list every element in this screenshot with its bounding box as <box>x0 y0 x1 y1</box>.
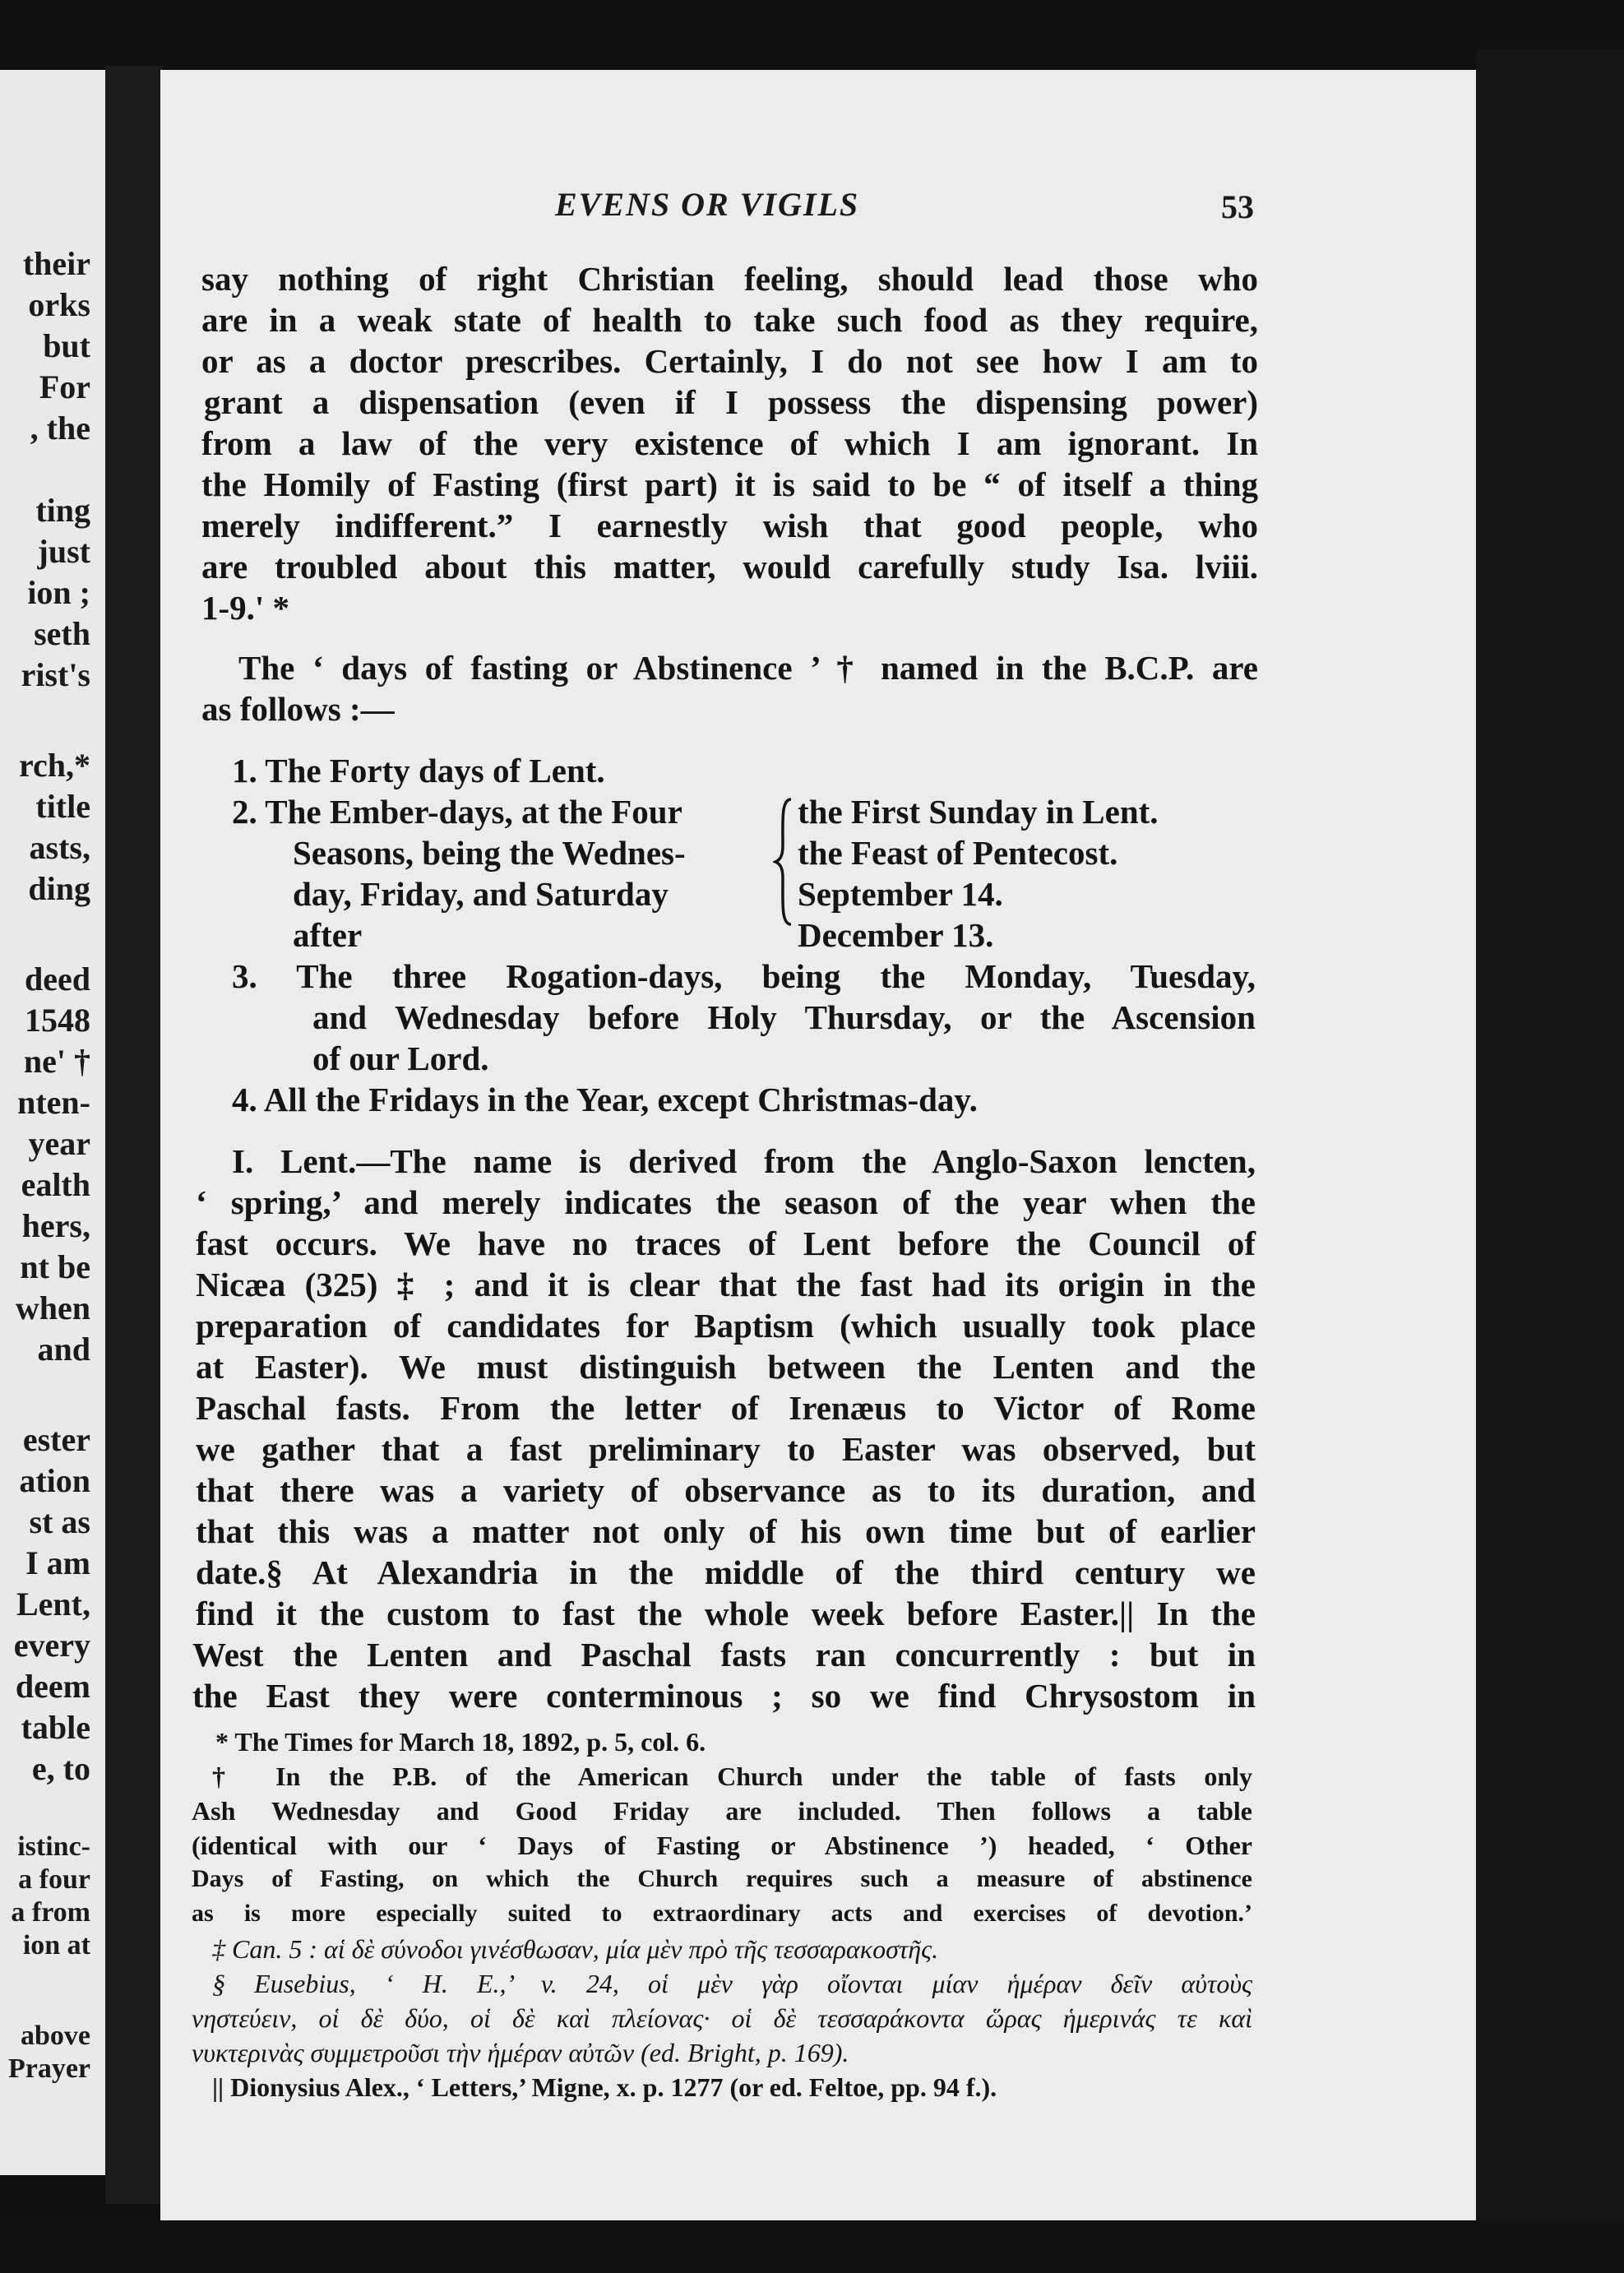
facing-page-line: Prayer <box>7 2053 90 2084</box>
facing-page-line: their <box>22 245 90 282</box>
facing-page-line: nten- <box>17 1084 90 1121</box>
facing-page-line: table <box>21 1709 90 1746</box>
facing-page-line: when <box>15 1289 90 1326</box>
footnote: as is more especially suited to extraordinary acts and exercises of devotion.’ <box>192 1900 1252 1927</box>
body-line: the East they were conterminous ; so we find Chrysostom in <box>192 1677 1256 1715</box>
facing-page-line: hers, <box>21 1207 90 1244</box>
facing-page-line: every <box>13 1627 90 1664</box>
body-line: are in a weak state of health to take such food as they require, <box>201 301 1258 339</box>
page-edge-shadow <box>1476 49 1624 2273</box>
footnote: Days of Fasting, on which the Church requires such a measure of abstinence <box>192 1865 1252 1892</box>
list-item: Seasons, being the Wednes- <box>293 834 686 872</box>
ember-date: the Feast of Pentecost. <box>798 834 1118 872</box>
list-item: after <box>293 916 363 954</box>
body-line: from a law of the very existence of which I am ignorant. In <box>201 424 1258 462</box>
facing-page-line: , the <box>30 410 90 447</box>
facing-page-line: deem <box>15 1668 90 1705</box>
facing-page-line: Lent, <box>16 1586 90 1623</box>
facing-page-line: above <box>21 2021 90 2051</box>
facing-page-line: ester <box>22 1421 90 1458</box>
footnote: ‡ Can. 5 : αἱ δὲ σύνοδοι γινέσθωσαν, μία μὲν πρὸ τῆς τεσσαρακοστῆς. <box>212 1934 939 1964</box>
facing-page-line: but <box>43 327 90 364</box>
list-item: and Wednesday before Holy Thursday, or the Ascension <box>312 998 1256 1036</box>
facing-page-line: ion at <box>22 1930 90 1961</box>
body-line: date.§ At Alexandria in the middle of the third century we <box>196 1553 1256 1591</box>
body-line: the Homily of Fasting (first part) it is said to be “ of itself a thing <box>201 465 1258 503</box>
list-item: 3. The three Rogation-days, being the Monday, Tuesday, <box>232 957 1256 995</box>
facing-page-line: nt be <box>20 1248 90 1285</box>
body-line: that this was a matter not only of his own time but of earlier <box>196 1512 1256 1550</box>
facing-page-line: orks <box>28 286 90 323</box>
facing-page-line: e, to <box>31 1750 90 1787</box>
body-line: preparation of candidates for Baptism (which usually took place <box>196 1307 1256 1345</box>
body-line: that there was a variety of observance as to its duration, and <box>196 1471 1256 1509</box>
book-gutter <box>105 66 163 2204</box>
body-line: ‘ spring,’ and merely indicates the season of the year when the <box>196 1183 1256 1221</box>
facing-page-line: For <box>39 368 90 405</box>
ember-date: September 14. <box>798 875 1003 913</box>
list-item: 1. The Forty days of Lent. <box>232 752 605 789</box>
facing-page-line: just <box>37 533 90 570</box>
body-line: as follows :— <box>201 690 395 728</box>
page-number: 53 <box>1221 188 1254 225</box>
facing-page-line: deed <box>25 961 90 998</box>
ember-date: the First Sunday in Lent. <box>798 793 1159 831</box>
body-line: fast occurs. We have no traces of Lent before the Council of <box>196 1224 1256 1262</box>
footnote: νυκτερινὰς συμμετροῦσι τὴν ἡμέραν αὐτῶν (ed. Bright, p. 169). <box>192 2038 849 2067</box>
running-title: EVENS OR VIGILS <box>555 186 860 223</box>
body-line: are troubled about this matter, would carefully study Isa. lviii. <box>201 548 1258 586</box>
footnote: § Eusebius, ‘ H. E.,’ v. 24, οἱ μὲν γὰρ οἴονται μίαν ἡμέραν δεῖν αὐτοὺς <box>212 1969 1252 1998</box>
body-line: merely indifferent.” I earnestly wish that good people, who <box>201 507 1258 544</box>
footnote: || Dionysius Alex., ‘ Letters,’ Migne, x. p. 1277 (or ed. Feltoe, pp. 94 f.). <box>212 2072 997 2102</box>
facing-page-line: year <box>28 1125 90 1162</box>
facing-page-line: ation <box>19 1462 90 1499</box>
list-item: 2. The Ember-days, at the Four <box>232 793 682 831</box>
body-line: 1-9.' * <box>201 589 290 627</box>
ember-date: December 13. <box>798 916 994 954</box>
facing-page-line: ding <box>28 870 90 907</box>
facing-page-line: and <box>37 1331 90 1368</box>
facing-page-line: st as <box>29 1503 90 1540</box>
curly-brace-icon <box>773 796 798 928</box>
footnote: Ash Wednesday and Good Friday are included. Then follows a table <box>192 1796 1252 1826</box>
body-line: we gather that a fast preliminary to Easter was observed, but <box>196 1430 1256 1468</box>
footnote: (identical with our ‘ Days of Fasting or Abstinence ’) headed, ‘ Other <box>192 1831 1252 1860</box>
body-line: find it the custom to fast the whole week before Easter.|| In the <box>196 1595 1256 1632</box>
facing-page-line: ealth <box>21 1166 90 1203</box>
footnote: † In the P.B. of the American Church under the table of fasts only <box>212 1761 1252 1791</box>
footnote: νηστεύειν, οἱ δὲ δύο, οἱ δὲ καὶ πλείονας· οἱ δὲ τεσσαράκοντα ὥρας ἡμερινάς τε καὶ <box>192 2003 1252 2033</box>
list-item: day, Friday, and Saturday <box>293 875 669 913</box>
facing-page-line: a four <box>18 1864 90 1895</box>
body-line: I. Lent.—The name is derived from the Anglo-Saxon lencten, <box>232 1142 1256 1180</box>
scan-bottom-edge <box>0 2220 1624 2273</box>
facing-page-line: ne' † <box>23 1043 90 1080</box>
body-line: West the Lenten and Paschal fasts ran concurrently : but in <box>192 1636 1256 1674</box>
list-item: of our Lord. <box>312 1039 489 1077</box>
body-line: say nothing of right Christian feeling, should lead those who <box>201 260 1258 298</box>
body-line: The ‘ days of fasting or Abstinence ’ † named in the B.C.P. are <box>238 649 1258 687</box>
facing-page-line: I am <box>25 1544 90 1581</box>
body-line: grant a dispensation (even if I possess the dispensing power) <box>204 383 1258 421</box>
body-line: Paschal fasts. From the letter of Irenæus to Victor of Rome <box>196 1389 1256 1427</box>
body-line: Nicæa (325) ‡ ; and it is clear that the fast had its origin in the <box>196 1266 1256 1303</box>
facing-page-line: rch,* <box>18 747 90 784</box>
footnote: * The Times for March 18, 1892, p. 5, col. 6. <box>215 1727 706 1757</box>
facing-page-line: ion ; <box>27 574 90 611</box>
facing-page-line: a from <box>11 1897 90 1928</box>
body-line: at Easter). We must distinguish between the Lenten and the <box>196 1348 1256 1386</box>
facing-page-line: 1548 <box>25 1002 90 1039</box>
body-line: or as a doctor prescribes. Certainly, I do not see how I am to <box>201 342 1258 380</box>
facing-page-line: title <box>35 788 90 825</box>
facing-page-line: rist's <box>21 656 90 693</box>
facing-page-line: seth <box>34 615 90 652</box>
list-item: 4. All the Fridays in the Year, except Christmas-day. <box>232 1081 978 1118</box>
facing-page-line: ting <box>35 492 90 529</box>
facing-page-fragment <box>0 70 105 2175</box>
facing-page-line: istinc- <box>17 1831 90 1862</box>
facing-page-line: asts, <box>29 829 90 866</box>
